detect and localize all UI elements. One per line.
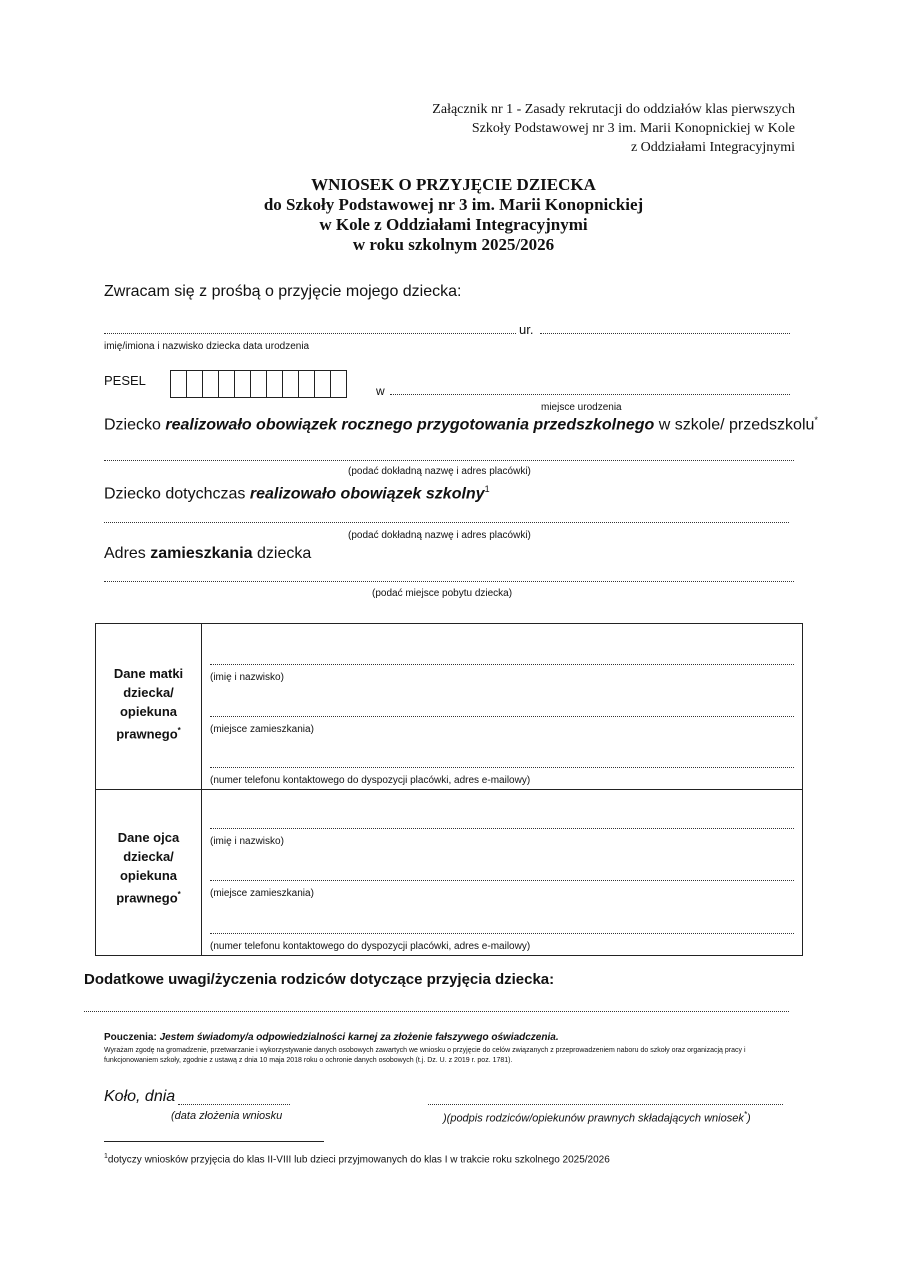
mother-address-caption: (miejsce zamieszkania) xyxy=(210,724,314,735)
pesel-digit-box[interactable] xyxy=(299,371,315,397)
father-name-caption: (imię i nazwisko) xyxy=(210,836,284,847)
father-label-line: prawnego xyxy=(116,890,178,906)
address-statement xyxy=(104,545,311,563)
annex-line-3: z Oddziałami Integracyjnymi xyxy=(630,140,795,155)
date-caption: (data złożenia wniosku xyxy=(171,1110,283,1122)
pesel-digit-box[interactable] xyxy=(187,371,203,397)
school-prefix: Dziecko dotychczas xyxy=(104,485,246,503)
remarks-heading: Dodatkowe uwagi/życzenia rodziców dotyczące przyjęcia dziecka: xyxy=(84,971,555,988)
mother-contact-field[interactable] xyxy=(210,767,794,768)
title-line-4: w roku szkolnym 2025/2026 xyxy=(352,235,555,254)
title-line-2: do Szkoły Podstawowej nr 3 im. Marii Konopnickiej xyxy=(263,195,644,214)
father-asterisk: * xyxy=(177,890,181,899)
school-footnote-mark: 1 xyxy=(484,484,490,494)
pesel-digit-box[interactable] xyxy=(251,371,267,397)
signature-caption-wrap xyxy=(443,1110,751,1125)
annex-line-2: Szkoły Podstawowej nr 3 im. Marii Konopnickiej w Kole xyxy=(471,121,795,136)
child-name-caption: imię/imiona i nazwisko dziecka data urodzenia xyxy=(104,341,310,352)
footnote-divider xyxy=(104,1141,324,1142)
father-address-caption: (miejsce zamieszkania) xyxy=(210,888,314,899)
mother-contact-caption: (numer telefonu kontaktowego do dyspozycji placówki, adres e-mailowy) xyxy=(210,775,531,786)
preschool-caption: (podać dokładną nazwę i adres placówki) xyxy=(348,466,531,477)
father-label-cell xyxy=(96,790,202,956)
pesel-label: PESEL xyxy=(104,373,146,388)
signature-date-field[interactable] xyxy=(178,1104,290,1105)
pesel-digit-box[interactable] xyxy=(235,371,251,397)
address-caption: (podać miejsce pobytu dziecka) xyxy=(372,588,513,599)
address-emphasis: zamieszkania xyxy=(150,545,253,562)
mother-label-line: dziecka/ xyxy=(123,685,174,700)
mother-label-cell xyxy=(96,624,202,790)
signature-caption: )(podpis rodziców/opiekunów prawnych składających wniosek xyxy=(443,1112,744,1125)
birthplace-caption: miejsce urodzenia xyxy=(541,402,622,413)
address-prefix: Adres xyxy=(104,545,146,562)
notice-emphasis: Jestem świadomy/a odpowiedzialności karnej za złożenie fałszywego oświadczenia. xyxy=(159,1032,559,1043)
parents-table xyxy=(95,623,803,956)
mother-fields-cell xyxy=(202,624,803,790)
footnote-text: dotyczy wniosków przyjęcia do klas II-VIII lub dzieci przyjmowanych do klas I w trakcie roku szkolnego 2025/2026 xyxy=(107,1154,610,1166)
footnote-mark: 1 xyxy=(104,1153,108,1160)
address-field[interactable] xyxy=(104,581,794,582)
mother-label-line: opiekuna xyxy=(119,704,178,719)
preschool-statement xyxy=(104,415,818,434)
father-contact-field[interactable] xyxy=(210,933,794,934)
pesel-digit-box[interactable] xyxy=(267,371,283,397)
remarks-field[interactable] xyxy=(84,1011,789,1012)
father-address-field[interactable] xyxy=(210,880,794,881)
birthplace-field[interactable] xyxy=(390,394,790,395)
preschool-asterisk: * xyxy=(814,415,818,425)
father-fields-cell xyxy=(202,790,803,956)
annex-header xyxy=(432,100,795,157)
notice-label: Pouczenia: xyxy=(104,1032,157,1043)
preschool-suffix: w szkole/ przedszkolu xyxy=(658,416,815,434)
mother-name-caption: (imię i nazwisko) xyxy=(210,672,284,683)
signature-field[interactable] xyxy=(428,1104,783,1105)
school-caption: (podać dokładną nazwę i adres placówki) xyxy=(348,530,531,541)
father-label-line: dziecka/ xyxy=(123,849,174,864)
school-field[interactable] xyxy=(104,522,789,523)
father-name-field[interactable] xyxy=(210,828,794,829)
mother-address-field[interactable] xyxy=(210,716,794,717)
birthplace-w-label: w xyxy=(376,384,385,398)
pesel-digit-box[interactable] xyxy=(171,371,187,397)
preschool-emphasis: realizowało obowiązek rocznego przygotowania przedszkolnego xyxy=(165,416,655,434)
child-name-field[interactable] xyxy=(104,333,516,334)
request-text: Zwracam się z prośbą o przyjęcie mojego dziecka: xyxy=(104,283,462,300)
title-line-3: w Kole z Oddziałami Integracyjnymi xyxy=(319,215,588,234)
father-label-line: opiekuna xyxy=(119,868,178,883)
school-statement xyxy=(104,484,490,503)
preschool-field[interactable] xyxy=(104,460,794,461)
born-label: ur. xyxy=(519,322,534,337)
mother-name-field[interactable] xyxy=(210,664,794,665)
pesel-digit-box[interactable] xyxy=(219,371,235,397)
pesel-digit-box[interactable] xyxy=(283,371,299,397)
signature-caption-close: ) xyxy=(746,1112,751,1125)
pesel-input[interactable] xyxy=(170,370,347,398)
address-suffix: dziecka xyxy=(256,545,312,562)
consent-text: Wyrażam zgodę na gromadzenie, przetwarzanie i wykorzystywanie danych osobowych zawartych we wniosku o przyjęcie do celów związanych z przeprowadzeniem naboru do szkoły oraz organizacją pracy i funkcjonowaniem szkoły, zgodnie z ustawą z dnia 10 maja 2018 roku o ochronie danych osobowych (t.j. Dz. U. z 2019 r. poz. 1781). xyxy=(104,1047,746,1064)
notice-statement xyxy=(104,1032,559,1043)
title-line-1: WNIOSEK O PRZYJĘCIE DZIECKA xyxy=(311,175,596,194)
signature-asterisk: * xyxy=(743,1110,747,1119)
mother-label-line: prawnego xyxy=(116,726,178,742)
school-emphasis: realizowało obowiązek szkolny xyxy=(249,485,485,503)
annex-line-1: Załącznik nr 1 - Zasady rekrutacji do oddziałów klas pierwszych xyxy=(432,102,795,117)
form-title xyxy=(0,175,907,255)
footnote xyxy=(104,1153,610,1165)
birth-date-field[interactable] xyxy=(540,333,790,334)
father-row xyxy=(96,790,803,956)
mother-asterisk: * xyxy=(177,726,181,735)
father-contact-caption: (numer telefonu kontaktowego do dyspozycji placówki, adres e-mailowy) xyxy=(210,941,531,952)
pesel-digit-box[interactable] xyxy=(203,371,219,397)
pesel-digit-box[interactable] xyxy=(315,371,331,397)
pesel-digit-box[interactable] xyxy=(331,371,346,397)
mother-row xyxy=(96,624,803,790)
mother-label-line: Dane matki xyxy=(113,666,184,681)
signature-place: Koło, dnia xyxy=(104,1088,176,1105)
preschool-prefix: Dziecko xyxy=(104,416,161,434)
father-label-line: Dane ojca xyxy=(117,830,180,845)
